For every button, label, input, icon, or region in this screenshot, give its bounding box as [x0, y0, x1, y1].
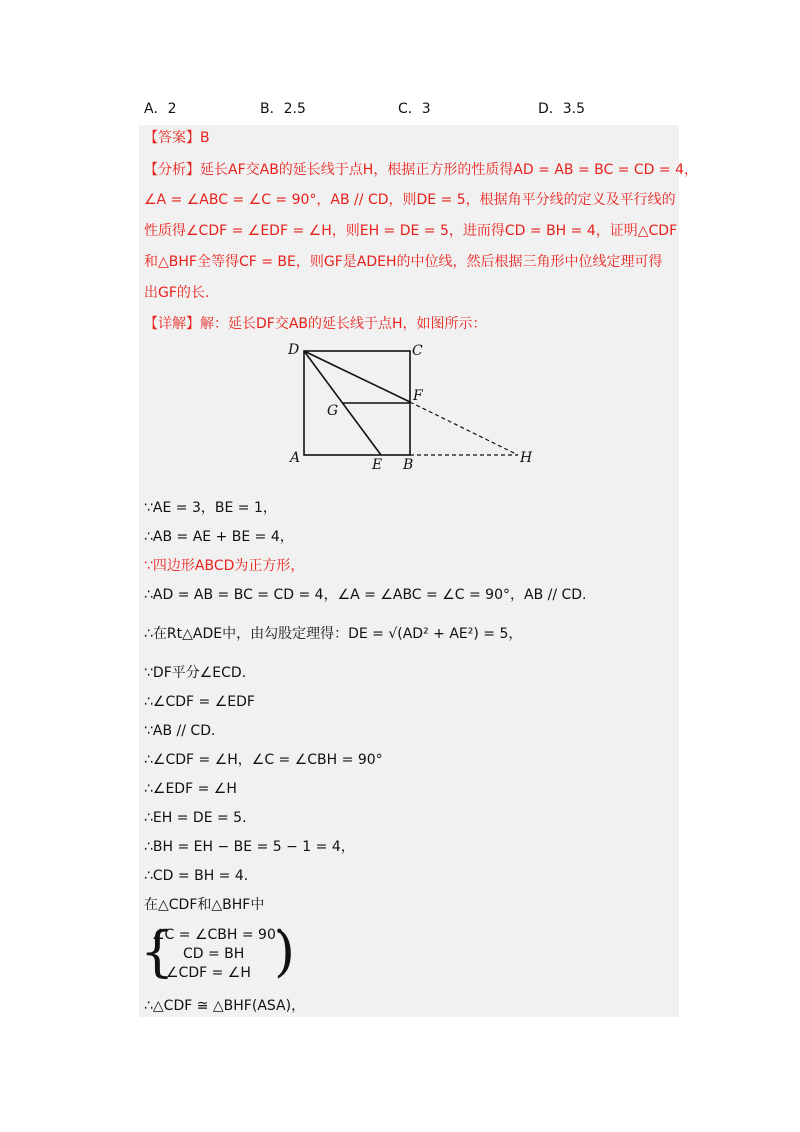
label-h: H	[520, 450, 533, 466]
step-8: ∵AB // CD.	[144, 723, 216, 739]
analysis-line-3: 性质得∠CDF = ∠EDF = ∠H，则EH = DE = 5，进而得CD = BH = 4，证明△CDF	[144, 223, 678, 239]
system-line-3: ∠CDF = ∠H	[166, 965, 251, 981]
label-b: B	[403, 457, 414, 473]
detail-tag: 【详解】	[144, 316, 200, 332]
option-b: B．2.5	[260, 101, 306, 117]
step-3: ∵四边形ABCD为正方形，	[144, 558, 305, 574]
analysis-text-1: 延长AF交AB的延长线于点H，根据正方形的性质得AD = AB = BC = CD = 4，	[200, 162, 698, 178]
step-11: ∴EH = DE = 5.	[144, 810, 247, 826]
analysis-tag: 【分析】	[144, 162, 200, 178]
detail-line	[144, 314, 487, 334]
right-brace: )	[274, 920, 296, 983]
system-line-2: CD = BH	[183, 946, 245, 962]
analysis-line-2: ∠A = ∠ABC = ∠C = 90°，AB // CD，则DE = 5，根据角平分线的定义及平行线的	[144, 192, 676, 208]
answer-line	[144, 128, 210, 148]
step-6: ∵DF平分∠ECD.	[144, 665, 247, 681]
option-a: A．2	[144, 101, 177, 117]
step-1: ∵AE = 3，BE = 1，	[144, 500, 277, 516]
step-12: ∴BH = EH − BE = 5 − 1 = 4，	[144, 839, 355, 855]
analysis-line-4: 和△BHF全等得CF = BE，则GF是ADEH的中位线，然后根据三角形中位线定理可得	[144, 254, 663, 270]
step-7: ∴∠CDF = ∠EDF	[144, 694, 255, 710]
label-c: C	[412, 343, 423, 359]
equation-system	[140, 920, 296, 987]
analysis-line-5: 出GF的长.	[144, 285, 210, 301]
conclusion-line: ∴△CDF ≅ △BHF(ASA)，	[144, 998, 306, 1014]
step-14: 在△CDF和△BHF中	[144, 897, 265, 913]
answer-value: B	[200, 130, 210, 146]
answer-tag: 【答案】	[144, 130, 200, 146]
geometry-figure	[280, 338, 540, 473]
label-g: G	[327, 403, 339, 419]
option-d: D．3.5	[538, 101, 586, 117]
label-d: D	[288, 342, 300, 358]
label-f: F	[413, 388, 423, 404]
step-13: ∴CD = BH = 4.	[144, 868, 249, 884]
system-line-1: ∠C = ∠CBH = 90°	[152, 927, 283, 943]
step-4: ∴AD = AB = BC = CD = 4，∠A = ∠ABC = ∠C = 90°，AB // CD.	[144, 587, 587, 603]
option-c: C．3	[398, 101, 431, 117]
step-5: ∴在Rt△ADE中，由勾股定理得：DE = √(AD² + AE²) = 5，	[144, 626, 523, 642]
step-2: ∴AB = AE + BE = 4，	[144, 529, 294, 545]
label-a: A	[290, 450, 301, 466]
step-9: ∴∠CDF = ∠H，∠C = ∠CBH = 90°	[144, 752, 383, 768]
step-10: ∴∠EDF = ∠H	[144, 781, 237, 797]
answer-options	[144, 98, 684, 120]
segment-df	[304, 351, 410, 402]
left-brace: {	[140, 920, 175, 983]
label-e: E	[372, 457, 383, 473]
analysis-line-1	[144, 160, 698, 180]
detail-intro: 解：延长DF交AB的延长线于点H，如图所示：	[200, 316, 487, 332]
dashed-fh	[410, 402, 518, 455]
